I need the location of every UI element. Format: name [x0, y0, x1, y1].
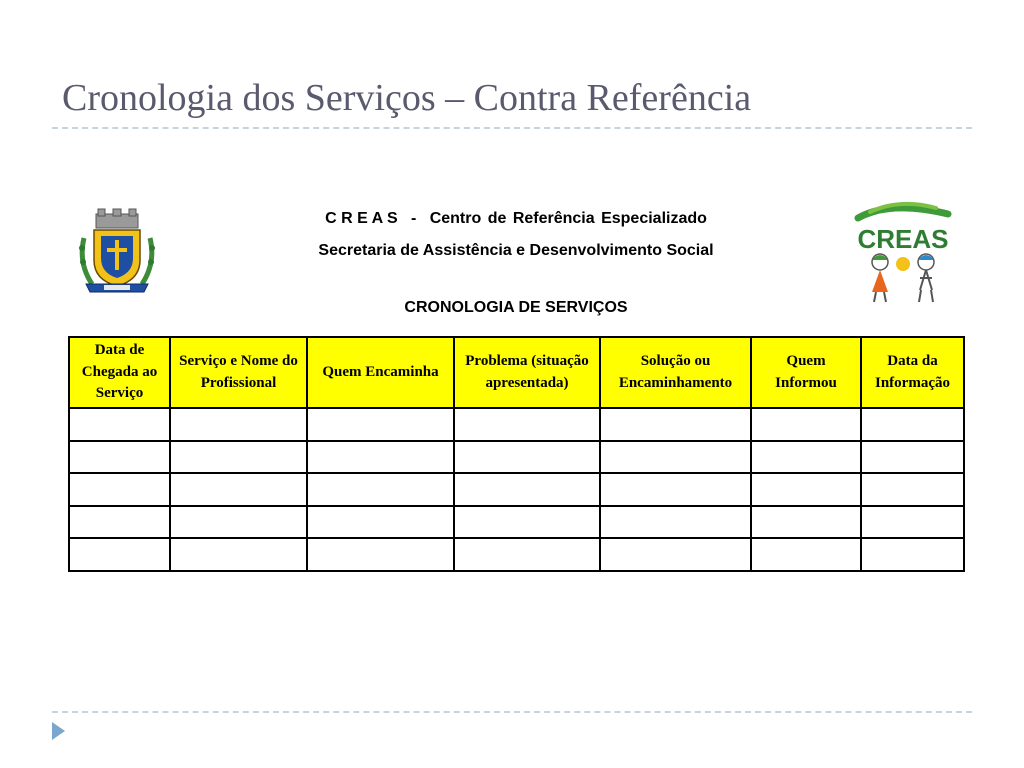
table-cell[interactable] [861, 441, 964, 474]
table-cell[interactable] [307, 408, 454, 441]
table-cell[interactable] [69, 441, 170, 474]
table-cell[interactable] [600, 408, 751, 441]
table-cell[interactable] [861, 408, 964, 441]
table-cell[interactable] [69, 506, 170, 539]
table-cell[interactable] [751, 538, 861, 571]
column-header: Quem Informou [751, 337, 861, 408]
table-row [69, 441, 964, 474]
table-cell[interactable] [454, 506, 600, 539]
table-cell[interactable] [307, 441, 454, 474]
column-header: Solução ou Encaminhamento [600, 337, 751, 408]
table-cell[interactable] [170, 538, 307, 571]
coat-of-arms-icon [74, 208, 160, 296]
table-cell[interactable] [861, 506, 964, 539]
table-cell[interactable] [69, 473, 170, 506]
table-cell[interactable] [170, 408, 307, 441]
footer-divider [52, 711, 972, 713]
creas-logo-icon [850, 200, 956, 306]
org-acronym: C R E A S [325, 210, 398, 227]
table-row [69, 473, 964, 506]
table-cell[interactable] [307, 473, 454, 506]
next-slide-arrow-icon[interactable] [52, 722, 65, 740]
table-header-row [69, 337, 964, 408]
services-chronology-table [68, 336, 965, 572]
table-cell[interactable] [69, 408, 170, 441]
table-cell[interactable] [170, 506, 307, 539]
table-cell[interactable] [170, 473, 307, 506]
table-cell[interactable] [751, 506, 861, 539]
table-row [69, 538, 964, 571]
table-cell[interactable] [307, 538, 454, 571]
table-cell[interactable] [600, 538, 751, 571]
table-cell[interactable] [751, 441, 861, 474]
form-title: CRONOLOGIA DE SERVIÇOS [404, 299, 628, 316]
org-separator: - [411, 210, 417, 227]
table-cell[interactable] [861, 538, 964, 571]
table-cell[interactable] [454, 408, 600, 441]
table-cell[interactable] [751, 408, 861, 441]
table-cell[interactable] [751, 473, 861, 506]
secretariat-name: Secretaria de Assistência e Desenvolvimento Social [318, 242, 714, 259]
slide-title: Cronologia dos Serviços – Contra Referência [62, 77, 752, 119]
table-cell[interactable] [600, 473, 751, 506]
column-header: Quem Encaminha [307, 337, 454, 408]
column-header: Problema (situação apresentada) [454, 337, 600, 408]
table-cell[interactable] [600, 441, 751, 474]
column-header: Data da Informação [861, 337, 964, 408]
table-cell[interactable] [307, 506, 454, 539]
column-header: Data de Chegada ao Serviço [69, 337, 170, 408]
table-cell[interactable] [861, 473, 964, 506]
org-header [200, 210, 832, 228]
table-row [69, 408, 964, 441]
table-cell[interactable] [454, 441, 600, 474]
table-cell[interactable] [170, 441, 307, 474]
table-row [69, 506, 964, 539]
creas-logo-text: CREAS [857, 224, 949, 254]
column-header: Serviço e Nome do Profissional [170, 337, 307, 408]
org-name: Centro de Referência Especializado [429, 210, 707, 227]
table-cell[interactable] [454, 473, 600, 506]
table-cell[interactable] [69, 538, 170, 571]
table-cell[interactable] [454, 538, 600, 571]
table-cell[interactable] [600, 506, 751, 539]
title-divider [52, 127, 972, 129]
